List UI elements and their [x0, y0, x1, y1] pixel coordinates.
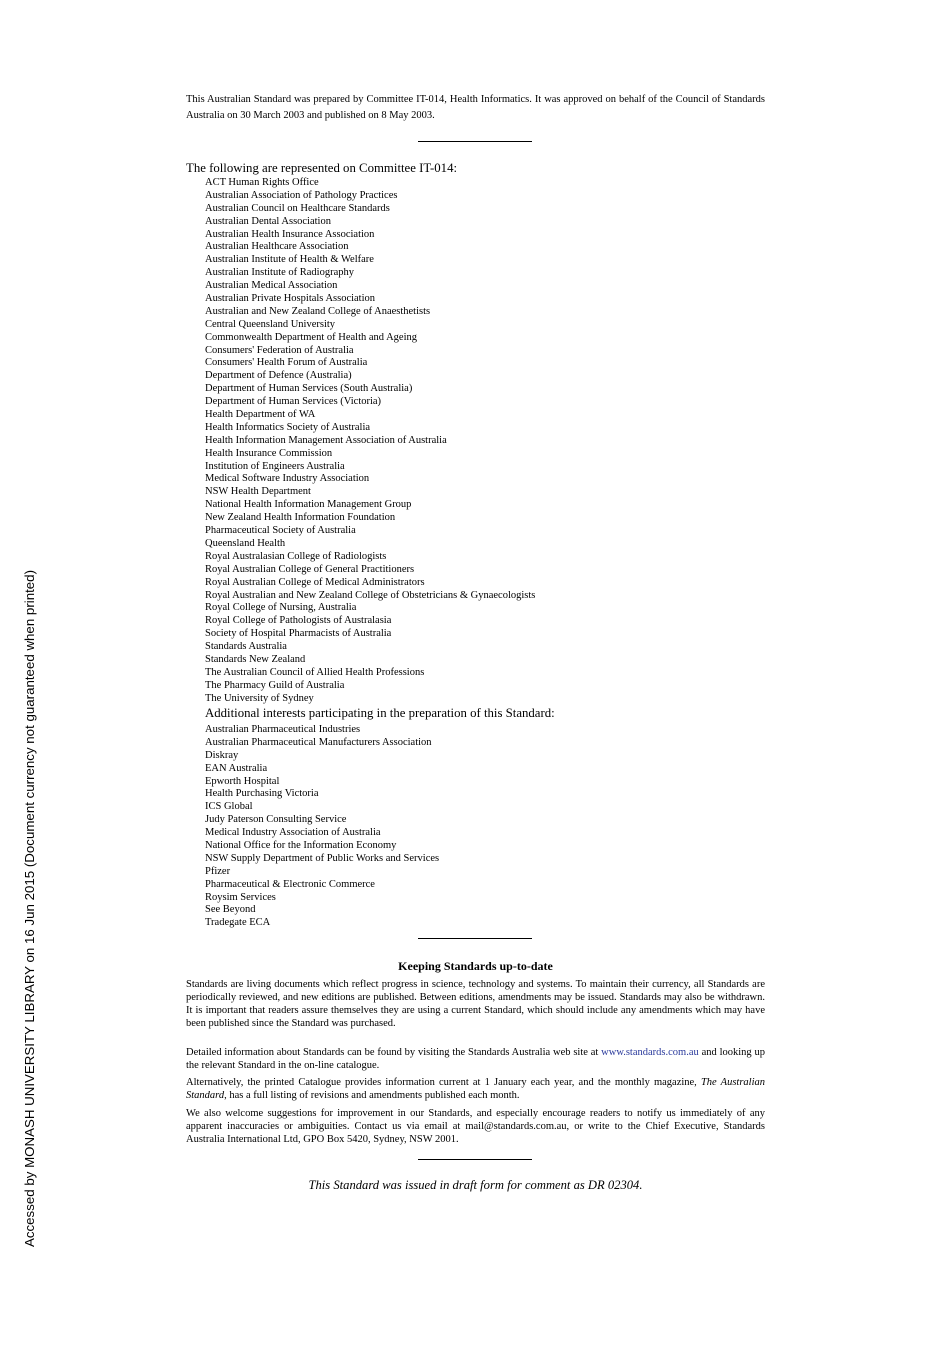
committee-member: Department of Human Services (South Australia) — [205, 383, 413, 395]
committee-member: Health Department of WA — [205, 409, 316, 421]
committee-member: Commonwealth Department of Health and Ageing — [205, 331, 417, 343]
committee-member: ACT Human Rights Office — [205, 177, 319, 188]
committee-member: Royal College of Pathologists of Australasia — [205, 615, 392, 627]
committee-member-list — [205, 177, 535, 706]
additional-member: Tradegate ECA — [205, 917, 271, 929]
additional-member: Australian Pharmaceutical Industries — [205, 724, 361, 735]
standards-website-link[interactable]: www.standards.com.au — [601, 1047, 699, 1058]
paragraph-suggestions: We also welcome suggestions for improvement in our Standards, and especially encourage readers to notify us immediately of any apparent inaccuracies or ambiguities. Contact us via email at mail@standards.com.au, or write to the Chief Executive, Standards Australia International Ltd, GPO Box 5420, Sydney, NSW 2001. — [186, 1108, 765, 1145]
committee-member: Australian Medical Association — [205, 280, 338, 292]
additional-member: Pharmaceutical & Electronic Commerce — [205, 878, 375, 890]
divider-rule — [418, 1159, 532, 1160]
additional-member: National Office for the Information Economy — [205, 840, 397, 852]
committee-member: Institution of Engineers Australia — [205, 460, 345, 472]
additional-member: Roysim Services — [205, 891, 276, 903]
committee-member: Consumers' Health Forum of Australia — [205, 357, 368, 369]
additional-interests-heading: Additional interests participating in the preparation of this Standard: — [205, 706, 555, 720]
committee-member: Medical Software Industry Association — [205, 473, 370, 485]
additional-member: Diskray — [205, 749, 239, 761]
approval-statement: This Australian Standard was prepared by Committee IT-014, Health Informatics. It was approved on behalf of the Council of Standards Australia on 30 March 2003 and published on 8 May 2003. — [186, 94, 765, 121]
draft-note: This Standard was issued in draft form for comment as DR 02304. — [308, 1178, 643, 1192]
paragraph-text: Detailed information about Standards can be found by visiting the Standards Australia web site at — [186, 1047, 599, 1058]
committee-member: The Australian Council of Allied Health Professions — [205, 666, 425, 678]
committee-member: New Zealand Health Information Foundation — [205, 512, 396, 524]
committee-member: Australian Association of Pathology Practices — [205, 189, 398, 201]
additional-member: Health Purchasing Victoria — [205, 788, 319, 800]
paragraph-text: and looking up the relevant Standard in the on-line catalogue. — [186, 1047, 766, 1071]
access-watermark: Accessed by MONASH UNIVERSITY LIBRARY on 16 Jun 2015 (Document currency not guaranteed when printed) — [22, 569, 37, 1247]
committee-member: Central Queensland University — [205, 318, 336, 330]
keeping-up-to-date-heading: Keeping Standards up-to-date — [398, 959, 553, 973]
committee-member: Australian Health Insurance Association — [205, 228, 375, 240]
committee-member: Health Insurance Commission — [205, 447, 333, 459]
additional-member: ICS Global — [205, 801, 253, 813]
divider-rule — [418, 141, 532, 142]
committee-member: Australian Council on Healthcare Standards — [205, 202, 390, 214]
additional-member-list — [205, 724, 439, 930]
committee-member: Australian and New Zealand College of Anaesthetists — [205, 305, 431, 317]
additional-member: NSW Supply Department of Public Works and Services — [205, 852, 440, 864]
additional-member: Medical Industry Association of Australia — [205, 827, 381, 839]
committee-member: Australian Institute of Health & Welfare — [205, 254, 374, 266]
committee-member: Department of Defence (Australia) — [205, 370, 352, 382]
committee-member: Australian Dental Association — [205, 215, 331, 227]
committee-member: Health Informatics Society of Australia — [205, 421, 371, 433]
committee-member: Consumers' Federation of Australia — [205, 344, 354, 356]
committee-member: Department of Human Services (Victoria) — [205, 396, 382, 408]
committee-member: Australian Healthcare Association — [205, 241, 349, 253]
paragraph-text: , has a full listing of revisions and amendments published each month. — [224, 1089, 520, 1101]
additional-member: See Beyond — [205, 904, 256, 916]
paragraph-catalogue — [186, 1077, 765, 1103]
committee-member: Health Information Management Association of Australia — [205, 434, 447, 446]
committee-member: Royal Australian College of Medical Administrators — [205, 576, 425, 588]
committee-member: Standards New Zealand — [205, 653, 306, 665]
additional-member: Australian Pharmaceutical Manufacturers Association — [205, 736, 432, 748]
committee-member: The Pharmacy Guild of Australia — [205, 679, 345, 691]
divider-rule — [418, 938, 532, 939]
committee-heading: The following are represented on Committee IT-014: — [186, 161, 458, 175]
committee-member: Society of Hospital Pharmacists of Australia — [205, 628, 392, 640]
committee-member: National Health Information Management Group — [205, 499, 412, 511]
additional-member: EAN Australia — [205, 762, 268, 774]
committee-member: NSW Health Department — [205, 486, 311, 498]
committee-member: The University of Sydney — [205, 692, 314, 704]
paragraph-web-info — [186, 1047, 765, 1073]
committee-member: Royal Australian and New Zealand College of Obstetricians & Gynaecologists — [205, 589, 536, 601]
paragraph-text: Alternatively, the printed Catalogue provides information current at 1 January each year, and the monthly magazine, — [186, 1077, 697, 1088]
committee-member: Pharmaceutical Society of Australia — [205, 525, 356, 537]
committee-member: Royal College of Nursing, Australia — [205, 602, 357, 614]
committee-member: Standards Australia — [205, 641, 287, 653]
additional-member: Epworth Hospital — [205, 775, 280, 787]
additional-member: Judy Paterson Consulting Service — [205, 814, 347, 826]
committee-member: Australian Private Hospitals Association — [205, 293, 376, 305]
magazine-title: The Australian Standard — [186, 1077, 765, 1101]
additional-member: Pfizer — [205, 865, 231, 877]
committee-member: Australian Institute of Radiography — [205, 267, 355, 279]
committee-member: Royal Australasian College of Radiologists — [205, 550, 387, 562]
paragraph-living-documents: Standards are living documents which reflect progress in science, technology and systems. To maintain their currency, all Standards are periodically reviewed, and new editions are published. Between editions, amendments may be issued. Standards may also be withdrawn. It is important that readers assure themselves they are using a current Standard, which should include any amendments which may have been published since the Standard was purchased. — [186, 979, 765, 1029]
committee-member: Royal Australian College of General Practitioners — [205, 563, 415, 575]
committee-member: Queensland Health — [205, 537, 286, 549]
